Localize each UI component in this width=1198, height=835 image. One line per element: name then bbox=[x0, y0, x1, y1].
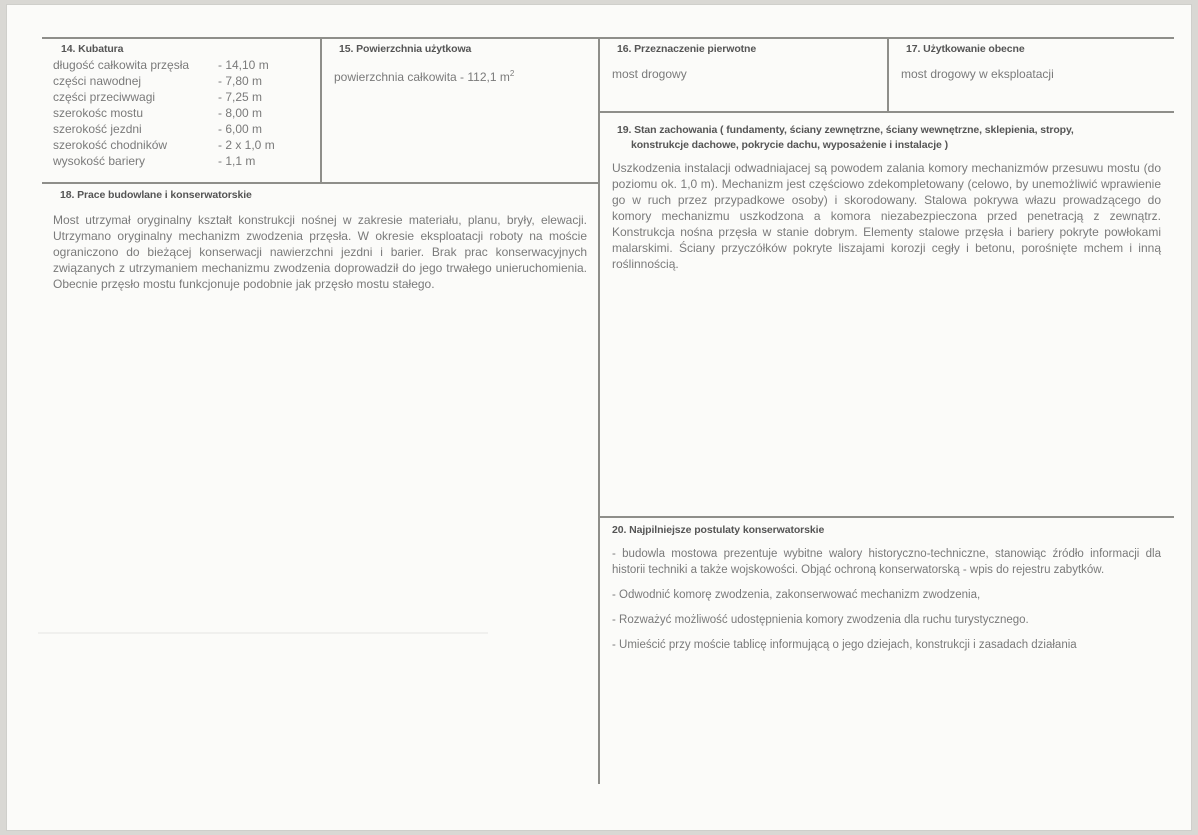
sec18-body: Most utrzymał oryginalny kształt konstrukcji nośnej w zakresie materiału, planu, bryły, elewacji. Utrzymano oryginalny mechanizm zwodzenia przęsła. W okresie eksploatacji roboty na moście ograniczono do bieżącej konserwacji nawierzchni jezdni i barier. Brak prac konserwacyjnych związanych z utrzymaniem mechanizmu zwodzenia doprowadził do jego trwałego unieruchomienia. Obecnie przęsło mostu funkcjonuje podobnie jak przęsło mostu stałego. bbox=[53, 213, 587, 291]
kubatura-value: - 6,00 m bbox=[218, 122, 263, 136]
divider-14-15 bbox=[320, 37, 322, 183]
usable-area-value: powierzchnia całkowita - 112,1 m bbox=[334, 70, 510, 84]
kubatura-row bbox=[53, 73, 315, 89]
top-rule bbox=[42, 37, 1174, 39]
postulate-item: - budowla mostowa prezentuje wybitne walory historyczno-techniczne, stanowiąc źródło informacji dla historii techniki a także wojskowości. Objąć ochroną konserwatorską - wpis do rejestru zabytków. bbox=[612, 548, 1161, 576]
kubatura-label: szerokość jezdni bbox=[53, 122, 142, 136]
sec19-header-line1: 19. Stan zachowania ( fundamenty, ściany zewnętrzne, ściany wewnętrzne, sklepienia, stropy, bbox=[617, 124, 1074, 136]
area-unit-exponent: 2 bbox=[509, 69, 515, 78]
kubatura-value: - 8,00 m bbox=[218, 106, 263, 120]
kubatura-value: - 14,10 m bbox=[218, 58, 269, 72]
kubatura-row bbox=[53, 153, 315, 169]
sec15-header: 15. Powierzchnia użytkowa bbox=[339, 43, 472, 55]
sec14-header: 14. Kubatura bbox=[61, 43, 124, 55]
sec18-header: 18. Prace budowlane i konserwatorskie bbox=[60, 189, 252, 201]
paper-fold-mark bbox=[38, 632, 488, 634]
kubatura-row bbox=[53, 121, 315, 137]
divider-16-17 bbox=[887, 37, 889, 112]
postulate-item: - Rozważyć możliwość udostępnienia komory zwodzenia dla ruchu turystycznego. bbox=[612, 614, 1029, 626]
kubatura-row bbox=[53, 137, 315, 153]
rule-above-18 bbox=[42, 182, 599, 184]
kubatura-row bbox=[53, 57, 315, 73]
rule-above-19 bbox=[599, 111, 1174, 113]
kubatura-list bbox=[53, 57, 315, 169]
postulate-item: - Umieścić przy moście tablicę informującą o jego dziejach, konstrukcji i zasadach działania bbox=[612, 639, 1077, 651]
kubatura-row bbox=[53, 89, 315, 105]
kubatura-label: długość całkowita przęsła bbox=[53, 58, 190, 72]
original-purpose-value: most drogowy bbox=[612, 67, 687, 81]
kubatura-value: - 2 x 1,0 m bbox=[218, 138, 275, 152]
kubatura-label: szerokość chodników bbox=[53, 138, 168, 152]
sec19-header-line2: konstrukcje dachowe, pokrycie dachu, wyposażenie i instalacje ) bbox=[631, 139, 948, 151]
kubatura-row bbox=[53, 105, 315, 121]
kubatura-label: szerokośc mostu bbox=[53, 106, 144, 120]
rule-above-20 bbox=[599, 516, 1174, 518]
sec16-header: 16. Przeznaczenie pierwotne bbox=[617, 43, 757, 55]
kubatura-value: - 7,25 m bbox=[218, 90, 263, 104]
main-vertical-divider bbox=[598, 37, 600, 784]
current-use-value: most drogowy w eksploatacji bbox=[901, 67, 1054, 81]
sec19-body: Uszkodzenia instalacji odwadniajacej są powodem zalania komory mechanizmów przesuwu mostu (do poziomu ok. 1,0 m). Mechanizm jest częściowo zdekompletowany (celowo, by unemożliwić wprawienie go w ruch przez przypadkowe osoby) i skorodowany. Stalowa pokrywa włazu prowadzącego do komory mechanizmu uszkodzona a komora niezabezpieczona przed penetracją z zewnątrz. Konstrukcja nośna przęsła w stanie dobrym. Elementy stalowe przęsła i bariery pokryte powłokami malarskimi. Ściany przyczółków pokryte liszajami korozji cegły i betonu, porośnięte mchem i inną roślinnością. bbox=[612, 161, 1161, 271]
kubatura-value: - 7,80 m bbox=[218, 74, 263, 88]
sec17-header: 17. Użytkowanie obecne bbox=[906, 43, 1025, 55]
kubatura-label: części nawodnej bbox=[53, 74, 142, 88]
sec20-header: 20. Najpilniejsze postulaty konserwatorskie bbox=[612, 524, 825, 536]
kubatura-label: części przeciwwagi bbox=[53, 90, 156, 104]
kubatura-label: wysokość bariery bbox=[53, 154, 146, 168]
kubatura-value: - 1,1 m bbox=[218, 154, 256, 168]
postulate-item: - Odwodnić komorę zwodzenia, zakonserwować mechanizm zwodzenia, bbox=[612, 589, 981, 601]
sec20-list bbox=[612, 546, 1161, 662]
sec15-text bbox=[334, 66, 594, 85]
